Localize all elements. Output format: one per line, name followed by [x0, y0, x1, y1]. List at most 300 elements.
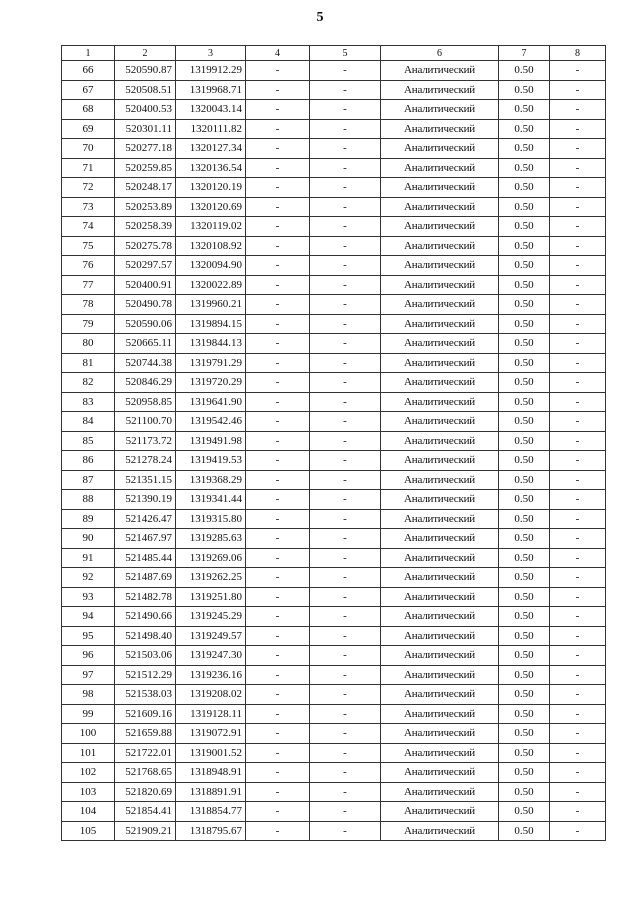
x-coordinate-cell: 521722.01 — [115, 743, 176, 763]
x-coordinate-cell: 521512.29 — [115, 665, 176, 685]
col8-value-cell: - — [550, 646, 606, 666]
table-row — [62, 217, 606, 237]
accuracy-cell: 0.50 — [499, 353, 550, 373]
x-coordinate-cell: 521426.47 — [115, 509, 176, 529]
method-cell: Аналитический — [381, 626, 499, 646]
y-coordinate-cell: 1320094.90 — [176, 256, 246, 276]
col5-value-cell: - — [310, 782, 381, 802]
col8-value-cell: - — [550, 236, 606, 256]
x-coordinate-cell: 520590.87 — [115, 61, 176, 81]
accuracy-cell: 0.50 — [499, 295, 550, 315]
column-header: 7 — [499, 46, 550, 61]
col4-value-cell: - — [246, 197, 310, 217]
method-cell: Аналитический — [381, 782, 499, 802]
col5-value-cell: - — [310, 724, 381, 744]
x-coordinate-cell: 520301.11 — [115, 119, 176, 139]
col4-value-cell: - — [246, 61, 310, 81]
y-coordinate-cell: 1320120.69 — [176, 197, 246, 217]
col8-value-cell: - — [550, 685, 606, 705]
col4-value-cell: - — [246, 314, 310, 334]
x-coordinate-cell: 520253.89 — [115, 197, 176, 217]
col4-value-cell: - — [246, 392, 310, 412]
accuracy-cell: 0.50 — [499, 685, 550, 705]
y-coordinate-cell: 1318948.91 — [176, 763, 246, 783]
y-coordinate-cell: 1319968.71 — [176, 80, 246, 100]
accuracy-cell: 0.50 — [499, 451, 550, 471]
method-cell: Аналитический — [381, 373, 499, 393]
y-coordinate-cell: 1319960.21 — [176, 295, 246, 315]
col4-value-cell: - — [246, 490, 310, 510]
accuracy-cell: 0.50 — [499, 197, 550, 217]
col4-value-cell: - — [246, 353, 310, 373]
method-cell: Аналитический — [381, 763, 499, 783]
x-coordinate-cell: 521351.15 — [115, 470, 176, 490]
y-coordinate-cell: 1319001.52 — [176, 743, 246, 763]
point-number-cell: 84 — [62, 412, 115, 432]
accuracy-cell: 0.50 — [499, 275, 550, 295]
y-coordinate-cell: 1319236.16 — [176, 665, 246, 685]
accuracy-cell: 0.50 — [499, 548, 550, 568]
col4-value-cell: - — [246, 236, 310, 256]
point-number-cell: 75 — [62, 236, 115, 256]
x-coordinate-cell: 521487.69 — [115, 568, 176, 588]
x-coordinate-cell: 520297.57 — [115, 256, 176, 276]
table-row — [62, 431, 606, 451]
point-number-cell: 73 — [62, 197, 115, 217]
col8-value-cell: - — [550, 100, 606, 120]
method-cell: Аналитический — [381, 665, 499, 685]
col5-value-cell: - — [310, 821, 381, 841]
col8-value-cell: - — [550, 490, 606, 510]
y-coordinate-cell: 1319912.29 — [176, 61, 246, 81]
column-header: 5 — [310, 46, 381, 61]
col4-value-cell: - — [246, 412, 310, 432]
method-cell: Аналитический — [381, 685, 499, 705]
table-row — [62, 353, 606, 373]
col5-value-cell: - — [310, 509, 381, 529]
col4-value-cell: - — [246, 509, 310, 529]
col4-value-cell: - — [246, 275, 310, 295]
method-cell: Аналитический — [381, 334, 499, 354]
x-coordinate-cell: 521609.16 — [115, 704, 176, 724]
table-row — [62, 470, 606, 490]
col8-value-cell: - — [550, 568, 606, 588]
table-row — [62, 373, 606, 393]
column-header: 4 — [246, 46, 310, 61]
accuracy-cell: 0.50 — [499, 782, 550, 802]
y-coordinate-cell: 1319894.15 — [176, 314, 246, 334]
col4-value-cell: - — [246, 334, 310, 354]
accuracy-cell: 0.50 — [499, 431, 550, 451]
col5-value-cell: - — [310, 61, 381, 81]
col4-value-cell: - — [246, 100, 310, 120]
accuracy-cell: 0.50 — [499, 373, 550, 393]
x-coordinate-cell: 521498.40 — [115, 626, 176, 646]
point-number-cell: 71 — [62, 158, 115, 178]
table-body — [62, 61, 606, 841]
col5-value-cell: - — [310, 275, 381, 295]
col4-value-cell: - — [246, 626, 310, 646]
col8-value-cell: - — [550, 509, 606, 529]
y-coordinate-cell: 1319542.46 — [176, 412, 246, 432]
point-number-cell: 67 — [62, 80, 115, 100]
col5-value-cell: - — [310, 236, 381, 256]
col8-value-cell: - — [550, 626, 606, 646]
table-row — [62, 743, 606, 763]
method-cell: Аналитический — [381, 61, 499, 81]
column-header: 3 — [176, 46, 246, 61]
y-coordinate-cell: 1320127.34 — [176, 139, 246, 159]
col5-value-cell: - — [310, 197, 381, 217]
point-number-cell: 70 — [62, 139, 115, 159]
col5-value-cell: - — [310, 100, 381, 120]
col4-value-cell: - — [246, 451, 310, 471]
x-coordinate-cell: 521820.69 — [115, 782, 176, 802]
point-number-cell: 78 — [62, 295, 115, 315]
accuracy-cell: 0.50 — [499, 412, 550, 432]
col8-value-cell: - — [550, 314, 606, 334]
col5-value-cell: - — [310, 704, 381, 724]
point-number-cell: 87 — [62, 470, 115, 490]
point-number-cell: 98 — [62, 685, 115, 705]
table-row — [62, 529, 606, 549]
accuracy-cell: 0.50 — [499, 80, 550, 100]
col5-value-cell: - — [310, 665, 381, 685]
y-coordinate-cell: 1318891.91 — [176, 782, 246, 802]
x-coordinate-cell: 520744.38 — [115, 353, 176, 373]
x-coordinate-cell: 520846.29 — [115, 373, 176, 393]
method-cell: Аналитический — [381, 353, 499, 373]
y-coordinate-cell: 1319419.53 — [176, 451, 246, 471]
method-cell: Аналитический — [381, 80, 499, 100]
col8-value-cell: - — [550, 197, 606, 217]
col5-value-cell: - — [310, 334, 381, 354]
method-cell: Аналитический — [381, 431, 499, 451]
col5-value-cell: - — [310, 256, 381, 276]
x-coordinate-cell: 521909.21 — [115, 821, 176, 841]
col5-value-cell: - — [310, 568, 381, 588]
point-number-cell: 91 — [62, 548, 115, 568]
col8-value-cell: - — [550, 80, 606, 100]
point-number-cell: 105 — [62, 821, 115, 841]
y-coordinate-cell: 1319247.30 — [176, 646, 246, 666]
accuracy-cell: 0.50 — [499, 490, 550, 510]
x-coordinate-cell: 520275.78 — [115, 236, 176, 256]
col4-value-cell: - — [246, 373, 310, 393]
method-cell: Аналитический — [381, 568, 499, 588]
method-cell: Аналитический — [381, 470, 499, 490]
point-number-cell: 82 — [62, 373, 115, 393]
point-number-cell: 103 — [62, 782, 115, 802]
col8-value-cell: - — [550, 529, 606, 549]
y-coordinate-cell: 1319315.80 — [176, 509, 246, 529]
x-coordinate-cell: 521485.44 — [115, 548, 176, 568]
point-number-cell: 100 — [62, 724, 115, 744]
table-row — [62, 139, 606, 159]
y-coordinate-cell: 1319245.29 — [176, 607, 246, 627]
y-coordinate-cell: 1319720.29 — [176, 373, 246, 393]
accuracy-cell: 0.50 — [499, 724, 550, 744]
y-coordinate-cell: 1319208.02 — [176, 685, 246, 705]
point-number-cell: 74 — [62, 217, 115, 237]
point-number-cell: 104 — [62, 802, 115, 822]
table-row — [62, 704, 606, 724]
col5-value-cell: - — [310, 178, 381, 198]
table-row — [62, 61, 606, 81]
col4-value-cell: - — [246, 782, 310, 802]
point-number-cell: 88 — [62, 490, 115, 510]
accuracy-cell: 0.50 — [499, 470, 550, 490]
point-number-cell: 80 — [62, 334, 115, 354]
col8-value-cell: - — [550, 256, 606, 276]
col5-value-cell: - — [310, 548, 381, 568]
col5-value-cell: - — [310, 587, 381, 607]
y-coordinate-cell: 1320022.89 — [176, 275, 246, 295]
y-coordinate-cell: 1319368.29 — [176, 470, 246, 490]
col8-value-cell: - — [550, 373, 606, 393]
col5-value-cell: - — [310, 802, 381, 822]
table-row — [62, 490, 606, 510]
accuracy-cell: 0.50 — [499, 178, 550, 198]
table-row — [62, 295, 606, 315]
column-header: 1 — [62, 46, 115, 61]
point-number-cell: 97 — [62, 665, 115, 685]
x-coordinate-cell: 521503.06 — [115, 646, 176, 666]
x-coordinate-cell: 521482.78 — [115, 587, 176, 607]
table-row — [62, 275, 606, 295]
point-number-cell: 72 — [62, 178, 115, 198]
col4-value-cell: - — [246, 646, 310, 666]
col5-value-cell: - — [310, 470, 381, 490]
accuracy-cell: 0.50 — [499, 392, 550, 412]
table-row — [62, 256, 606, 276]
x-coordinate-cell: 521278.24 — [115, 451, 176, 471]
col4-value-cell: - — [246, 665, 310, 685]
col5-value-cell: - — [310, 217, 381, 237]
method-cell: Аналитический — [381, 704, 499, 724]
col8-value-cell: - — [550, 782, 606, 802]
accuracy-cell: 0.50 — [499, 743, 550, 763]
col8-value-cell: - — [550, 217, 606, 237]
table-row — [62, 412, 606, 432]
accuracy-cell: 0.50 — [499, 158, 550, 178]
point-number-cell: 94 — [62, 607, 115, 627]
x-coordinate-cell: 521467.97 — [115, 529, 176, 549]
col4-value-cell: - — [246, 821, 310, 841]
accuracy-cell: 0.50 — [499, 587, 550, 607]
point-number-cell: 69 — [62, 119, 115, 139]
method-cell: Аналитический — [381, 139, 499, 159]
point-number-cell: 86 — [62, 451, 115, 471]
accuracy-cell: 0.50 — [499, 704, 550, 724]
col8-value-cell: - — [550, 275, 606, 295]
table-row — [62, 568, 606, 588]
col5-value-cell: - — [310, 763, 381, 783]
method-cell: Аналитический — [381, 509, 499, 529]
x-coordinate-cell: 521854.41 — [115, 802, 176, 822]
col8-value-cell: - — [550, 295, 606, 315]
table-row — [62, 119, 606, 139]
col4-value-cell: - — [246, 802, 310, 822]
col4-value-cell: - — [246, 529, 310, 549]
table-row — [62, 158, 606, 178]
col4-value-cell: - — [246, 724, 310, 744]
method-cell: Аналитический — [381, 256, 499, 276]
x-coordinate-cell: 520665.11 — [115, 334, 176, 354]
col4-value-cell: - — [246, 256, 310, 276]
method-cell: Аналитический — [381, 529, 499, 549]
point-number-cell: 99 — [62, 704, 115, 724]
table-row — [62, 626, 606, 646]
accuracy-cell: 0.50 — [499, 61, 550, 81]
y-coordinate-cell: 1319251.80 — [176, 587, 246, 607]
point-number-cell: 96 — [62, 646, 115, 666]
accuracy-cell: 0.50 — [499, 646, 550, 666]
col5-value-cell: - — [310, 626, 381, 646]
point-number-cell: 68 — [62, 100, 115, 120]
col4-value-cell: - — [246, 568, 310, 588]
y-coordinate-cell: 1320136.54 — [176, 158, 246, 178]
accuracy-cell: 0.50 — [499, 529, 550, 549]
x-coordinate-cell: 520248.17 — [115, 178, 176, 198]
col4-value-cell: - — [246, 139, 310, 159]
col4-value-cell: - — [246, 685, 310, 705]
table-row — [62, 607, 606, 627]
y-coordinate-cell: 1320043.14 — [176, 100, 246, 120]
col5-value-cell: - — [310, 295, 381, 315]
table-row — [62, 802, 606, 822]
column-header: 2 — [115, 46, 176, 61]
col5-value-cell: - — [310, 431, 381, 451]
table-row — [62, 178, 606, 198]
table-row — [62, 685, 606, 705]
col5-value-cell: - — [310, 80, 381, 100]
point-number-cell: 76 — [62, 256, 115, 276]
col8-value-cell: - — [550, 470, 606, 490]
column-header: 8 — [550, 46, 606, 61]
x-coordinate-cell: 521659.88 — [115, 724, 176, 744]
point-number-cell: 90 — [62, 529, 115, 549]
col4-value-cell: - — [246, 607, 310, 627]
column-header: 6 — [381, 46, 499, 61]
y-coordinate-cell: 1319269.06 — [176, 548, 246, 568]
table-row — [62, 100, 606, 120]
y-coordinate-cell: 1319641.90 — [176, 392, 246, 412]
accuracy-cell: 0.50 — [499, 334, 550, 354]
point-number-cell: 92 — [62, 568, 115, 588]
accuracy-cell: 0.50 — [499, 802, 550, 822]
col8-value-cell: - — [550, 724, 606, 744]
y-coordinate-cell: 1319072.91 — [176, 724, 246, 744]
col4-value-cell: - — [246, 217, 310, 237]
col8-value-cell: - — [550, 587, 606, 607]
col5-value-cell: - — [310, 529, 381, 549]
table-row — [62, 763, 606, 783]
table-row — [62, 334, 606, 354]
y-coordinate-cell: 1319844.13 — [176, 334, 246, 354]
table-row — [62, 197, 606, 217]
method-cell: Аналитический — [381, 217, 499, 237]
y-coordinate-cell: 1320111.82 — [176, 119, 246, 139]
x-coordinate-cell: 521100.70 — [115, 412, 176, 432]
method-cell: Аналитический — [381, 451, 499, 471]
point-number-cell: 93 — [62, 587, 115, 607]
col4-value-cell: - — [246, 295, 310, 315]
point-number-cell: 83 — [62, 392, 115, 412]
col8-value-cell: - — [550, 334, 606, 354]
method-cell: Аналитический — [381, 548, 499, 568]
y-coordinate-cell: 1318854.77 — [176, 802, 246, 822]
col8-value-cell: - — [550, 763, 606, 783]
x-coordinate-cell: 520958.85 — [115, 392, 176, 412]
y-coordinate-cell: 1320120.19 — [176, 178, 246, 198]
col4-value-cell: - — [246, 470, 310, 490]
x-coordinate-cell: 521490.66 — [115, 607, 176, 627]
point-number-cell: 77 — [62, 275, 115, 295]
accuracy-cell: 0.50 — [499, 626, 550, 646]
method-cell: Аналитический — [381, 412, 499, 432]
col8-value-cell: - — [550, 451, 606, 471]
table-row — [62, 646, 606, 666]
x-coordinate-cell: 520258.39 — [115, 217, 176, 237]
col4-value-cell: - — [246, 80, 310, 100]
col4-value-cell: - — [246, 743, 310, 763]
point-number-cell: 81 — [62, 353, 115, 373]
x-coordinate-cell: 520400.91 — [115, 275, 176, 295]
table-row — [62, 236, 606, 256]
col5-value-cell: - — [310, 158, 381, 178]
col8-value-cell: - — [550, 178, 606, 198]
col8-value-cell: - — [550, 139, 606, 159]
col4-value-cell: - — [246, 119, 310, 139]
col5-value-cell: - — [310, 646, 381, 666]
method-cell: Аналитический — [381, 236, 499, 256]
col5-value-cell: - — [310, 743, 381, 763]
col4-value-cell: - — [246, 704, 310, 724]
method-cell: Аналитический — [381, 197, 499, 217]
point-number-cell: 101 — [62, 743, 115, 763]
point-number-cell: 79 — [62, 314, 115, 334]
y-coordinate-cell: 1319341.44 — [176, 490, 246, 510]
col8-value-cell: - — [550, 821, 606, 841]
table-row — [62, 314, 606, 334]
col8-value-cell: - — [550, 412, 606, 432]
method-cell: Аналитический — [381, 587, 499, 607]
col4-value-cell: - — [246, 158, 310, 178]
method-cell: Аналитический — [381, 119, 499, 139]
accuracy-cell: 0.50 — [499, 665, 550, 685]
method-cell: Аналитический — [381, 490, 499, 510]
point-number-cell: 102 — [62, 763, 115, 783]
col8-value-cell: - — [550, 392, 606, 412]
method-cell: Аналитический — [381, 314, 499, 334]
method-cell: Аналитический — [381, 392, 499, 412]
accuracy-cell: 0.50 — [499, 763, 550, 783]
accuracy-cell: 0.50 — [499, 100, 550, 120]
method-cell: Аналитический — [381, 158, 499, 178]
method-cell: Аналитический — [381, 646, 499, 666]
col8-value-cell: - — [550, 665, 606, 685]
y-coordinate-cell: 1319128.11 — [176, 704, 246, 724]
col5-value-cell: - — [310, 353, 381, 373]
y-coordinate-cell: 1319491.98 — [176, 431, 246, 451]
col5-value-cell: - — [310, 412, 381, 432]
col8-value-cell: - — [550, 353, 606, 373]
method-cell: Аналитический — [381, 100, 499, 120]
accuracy-cell: 0.50 — [499, 139, 550, 159]
table-row — [62, 509, 606, 529]
method-cell: Аналитический — [381, 607, 499, 627]
